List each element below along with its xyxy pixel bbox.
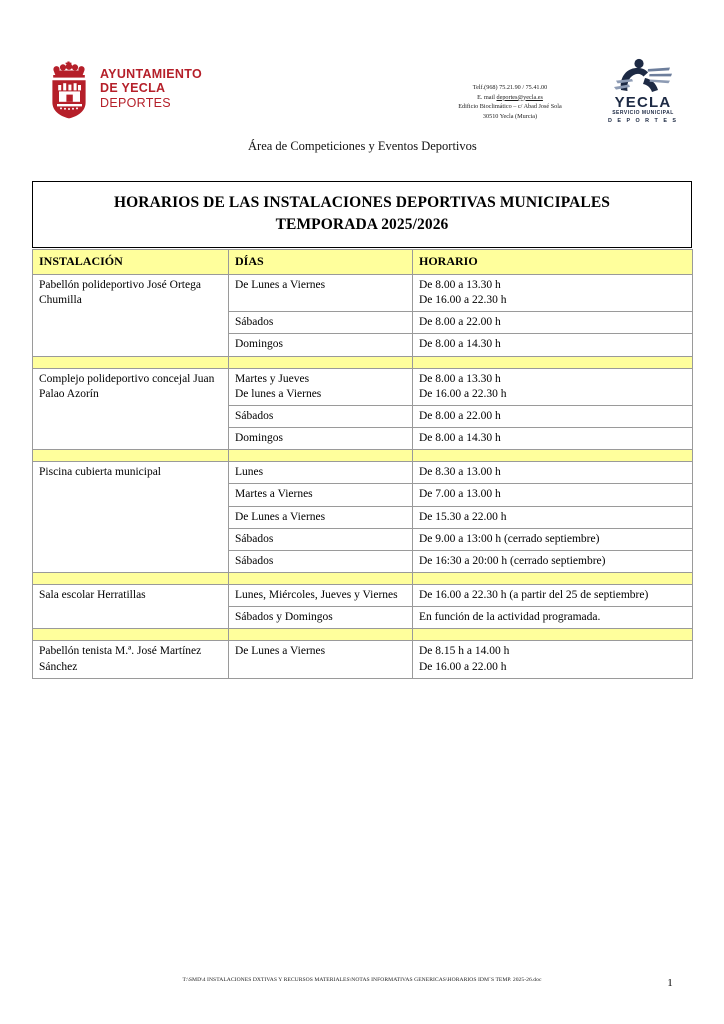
contact-email-line (410, 93, 610, 103)
section-separator-cell (229, 629, 413, 641)
ayuntamiento-line-2: DE YECLA (100, 81, 166, 96)
schedule-cell-line: De 8.00 a 13.30 h (419, 372, 501, 385)
days-cell (229, 368, 413, 405)
table-row (33, 368, 693, 405)
days-cell (229, 550, 413, 572)
schedule-cell (413, 462, 693, 484)
ayuntamiento-wordmark (100, 67, 202, 110)
facility-name-cell: Pabellón polideportivo José Ortega Chumilla (33, 274, 229, 356)
days-cell (229, 484, 413, 506)
schedule-cell (413, 607, 693, 629)
days-cell-line: De Lunes a Viernes (235, 278, 326, 291)
days-cell-line: Sábados y Domingos (235, 611, 333, 624)
schedule-cell-line: De 8.00 a 22.00 h (419, 409, 501, 422)
page-title (32, 181, 692, 248)
contact-email-label: E. mail (477, 93, 497, 101)
column-header-days: DÍAS (229, 250, 413, 275)
days-cell-line: Sábados (235, 409, 274, 422)
days-cell (229, 585, 413, 607)
schedule-cell-line: De 8.15 h a 14.00 h (419, 645, 510, 658)
days-cell-line: Sábados (235, 554, 274, 567)
schedule-cell-line: De 16.00 a 22.30 h (a partir del 25 de septiembre) (419, 589, 649, 602)
schedule-cell-line: De 7.00 a 13.00 h (419, 488, 501, 501)
yecla-tagline-1: SERVICIO MUNICIPAL (612, 110, 674, 116)
days-cell (229, 607, 413, 629)
schedule-cell (413, 550, 693, 572)
page-title-line-1: HORARIOS DE LAS INSTALACIONES DEPORTIVAS MUNICIPALES (113, 194, 611, 211)
column-header-schedule: HORARIO (413, 250, 693, 275)
section-separator-cell (229, 450, 413, 462)
table-body (33, 274, 693, 678)
section-separator-cell (33, 629, 229, 641)
schedule-cell-line: De 8.00 a 22.00 h (419, 316, 501, 329)
yecla-wordmark (600, 95, 686, 125)
table-header-row (33, 250, 693, 275)
days-cell-line: Martes a Viernes (235, 488, 313, 501)
days-cell (229, 274, 413, 311)
days-cell-line: Sábados (235, 316, 274, 329)
section-separator-cell (413, 629, 693, 641)
days-cell-line: De Lunes a Viernes (235, 645, 326, 658)
facility-name-cell: Piscina cubierta municipal (33, 462, 229, 573)
section-separator-cell (229, 573, 413, 585)
facility-name-cell: Sala escolar Herratillas (33, 585, 229, 629)
footer-file-path: T:\SMD\4 INSTALACIONES DXTIVAS Y RECURSOS MATERIALES\NOTAS INFORMATIVAS GENERICAS\HORARIOS IDM´S TEMP. 2025-26.doc (182, 977, 542, 983)
schedule-cell (413, 312, 693, 334)
schedule-cell (413, 334, 693, 356)
schedule-cell-line: En función de la actividad programada. (419, 611, 601, 624)
schedule-table (32, 249, 693, 679)
running-athlete-icon (608, 57, 678, 97)
days-cell-line: De lunes a Viernes (235, 387, 322, 400)
contact-address: Edificio Bioclimático – c/ Abad José Sola (458, 103, 562, 111)
schedule-cell (413, 484, 693, 506)
schedule-cell-line: De 15.30 a 22.00 h (419, 510, 507, 523)
contact-city: 30510 Yecla (Murcia) (482, 112, 538, 120)
department-subtitle: Área de Competiciones y Eventos Deportivos (248, 139, 477, 153)
days-cell (229, 334, 413, 356)
schedule-cell (413, 428, 693, 450)
section-separator-row (33, 629, 693, 641)
days-cell-line: Sábados (235, 532, 274, 545)
section-separator-row (33, 450, 693, 462)
section-separator-cell (229, 356, 413, 368)
days-cell (229, 428, 413, 450)
schedule-cell-line: De 16.00 a 22.00 h (419, 660, 507, 673)
section-separator-cell (413, 356, 693, 368)
days-cell (229, 506, 413, 528)
days-cell-line: Martes y Jueves (235, 372, 310, 385)
days-cell-line: Domingos (235, 338, 283, 351)
table-header (33, 250, 693, 275)
schedule-cell (413, 506, 693, 528)
days-cell-line: Lunes (235, 466, 264, 479)
yecla-deportes-logo (600, 57, 686, 125)
contact-email-address[interactable]: deportes@yecla.es (496, 93, 543, 101)
section-separator-cell (413, 450, 693, 462)
section-separator-cell (33, 450, 229, 462)
document-header (0, 55, 724, 145)
days-cell (229, 462, 413, 484)
column-header-installation: INSTALACIÓN (33, 250, 229, 275)
contact-phone: Telf.(968) 75.21.90 / 75.41.00 (472, 84, 548, 91)
days-cell (229, 312, 413, 334)
section-separator-row (33, 356, 693, 368)
table-row (33, 462, 693, 484)
schedule-cell-line: De 16:30 a 20:00 h (cerrado septiembre) (419, 554, 606, 567)
yecla-name: YECLA (614, 94, 672, 111)
schedule-cell (413, 405, 693, 427)
table-row (33, 274, 693, 311)
facility-name-cell: Complejo polideportivo concejal Juan Palao Azorín (33, 368, 229, 450)
ayuntamiento-logo (48, 61, 248, 121)
schedule-cell (413, 368, 693, 405)
days-cell-line: Domingos (235, 432, 283, 445)
schedule-cell-line: De 8.00 a 14.30 h (419, 432, 501, 445)
schedule-cell-line: De 8.30 a 13.00 h (419, 466, 501, 479)
days-cell (229, 528, 413, 550)
contact-block (410, 83, 610, 121)
yecla-tagline-2: D E P O R T E S (607, 117, 679, 124)
table-row (33, 641, 693, 678)
days-cell (229, 641, 413, 678)
days-cell-line: De Lunes a Viernes (235, 510, 326, 523)
coat-of-arms-icon (48, 61, 90, 119)
schedule-cell-line: De 9.00 a 13:00 h (cerrado septiembre) (419, 532, 600, 545)
days-cell (229, 405, 413, 427)
days-cell-line: Lunes, Miércoles, Jueves y Viernes (235, 589, 398, 602)
ayuntamiento-line-1: AYUNTAMIENTO (100, 67, 202, 81)
schedule-cell-line: De 16.00 a 22.30 h (419, 294, 507, 306)
schedule-cell-line: De 8.00 a 14.30 h (419, 338, 501, 351)
section-separator-row (33, 573, 693, 585)
footer-page-number: 1 (667, 977, 673, 989)
schedule-cell-line: De 8.00 a 13.30 h (419, 278, 501, 291)
schedule-cell-line: De 16.00 a 22.30 h (419, 387, 507, 400)
facility-name-cell: Pabellón tenista M.ª. José Martínez Sánchez (33, 641, 229, 678)
section-separator-cell (33, 356, 229, 368)
schedule-cell (413, 585, 693, 607)
section-separator-cell (413, 573, 693, 585)
schedule-cell (413, 274, 693, 311)
section-separator-cell (33, 573, 229, 585)
schedule-cell (413, 528, 693, 550)
table-row (33, 585, 693, 607)
page-title-line-2: TEMPORADA 2025/2026 (275, 216, 449, 233)
ayuntamiento-line-3: DEPORTES (100, 95, 171, 110)
schedule-cell (413, 641, 693, 678)
